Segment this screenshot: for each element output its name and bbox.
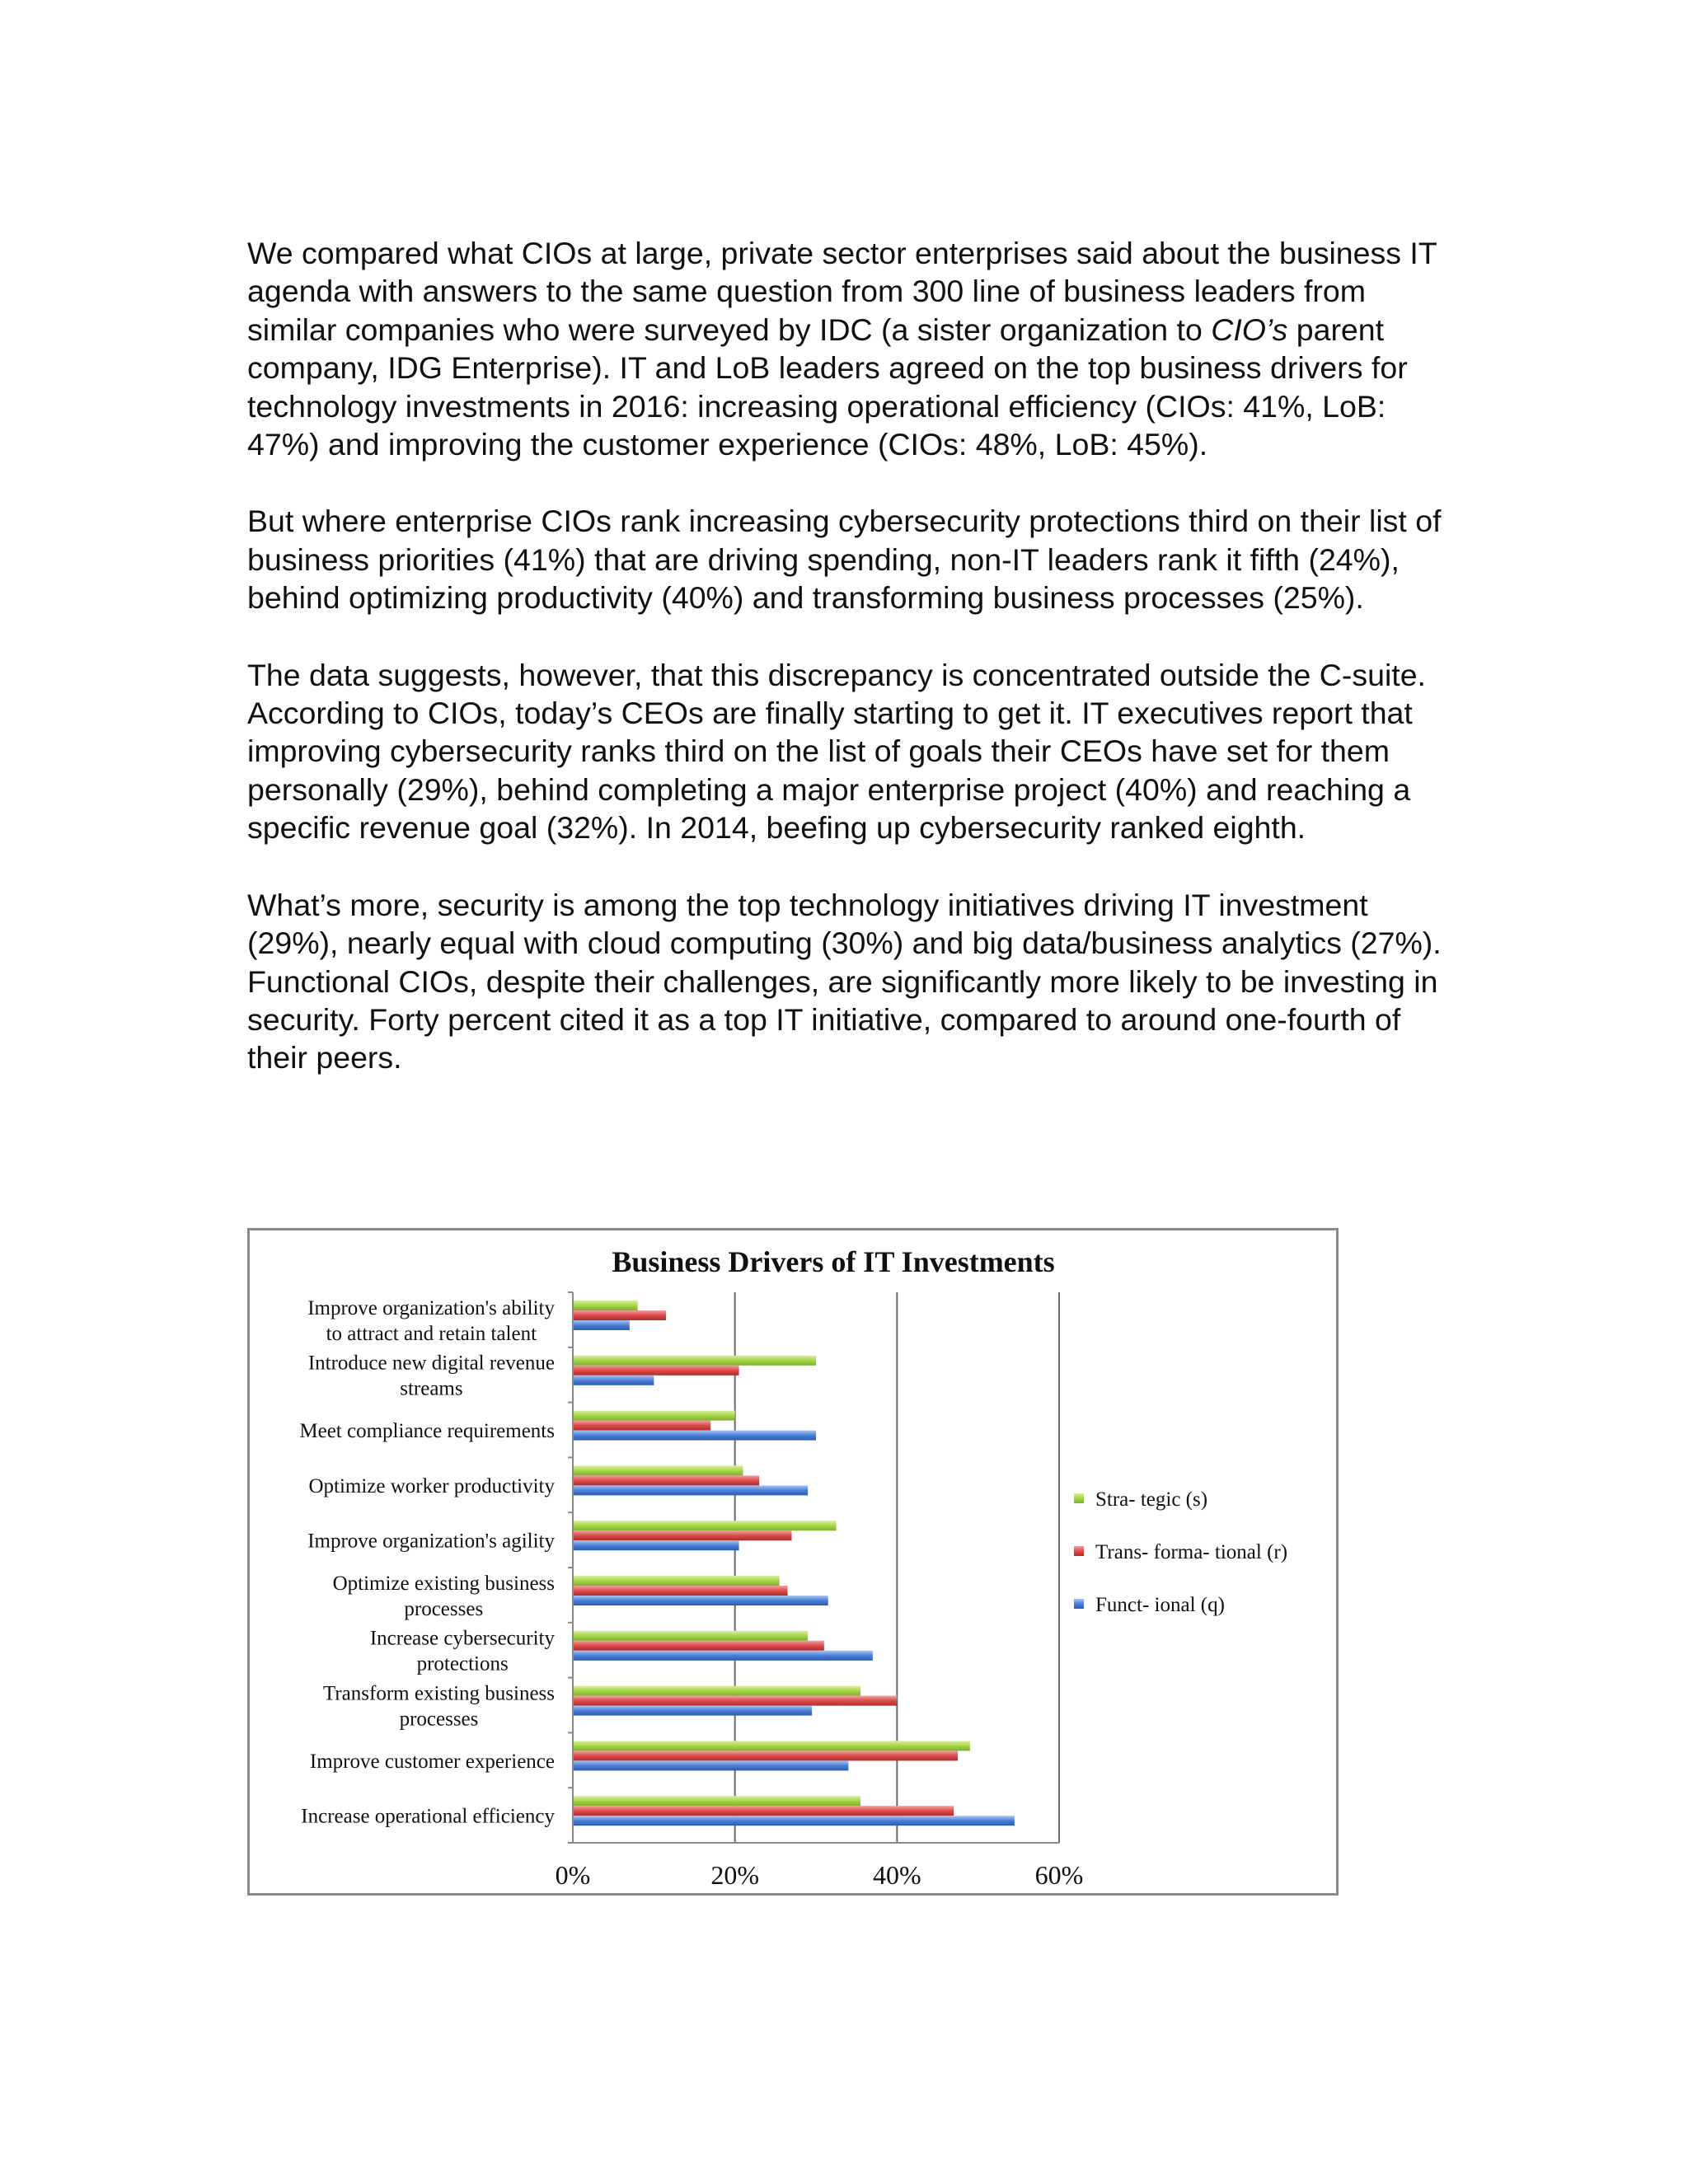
paragraph-1-text-start: We compared what CIOs at large, private sector enterprises said about the business IT agenda with answers to the same question from 300 line of business leaders from similar companies who were surveyed by IDC (a sister organization to xyxy=(247,236,1437,347)
bar-stra-tegic-s-increase-cybersecurity-protections xyxy=(573,1631,808,1641)
bar-trans-forma-tional-r-transform-existing-business-processes xyxy=(573,1696,897,1706)
bar-trans-forma-tional-r-increase-cybersecurity-protections xyxy=(573,1641,824,1651)
bar-trans-forma-tional-r-increase-operational-efficiency xyxy=(573,1806,954,1816)
bar-stra-tegic-s-meet-compliance-requirements xyxy=(573,1411,735,1421)
paragraph-1-text-end: parent company, IDG Enterprise). IT and LoB leaders agreed on the top business drivers for technology investments in 2016: increasing operational efficiency (CIOs: 41%, LoB: 47%) and improving the customer experience (CIOs: 48%, LoB: 45%). xyxy=(247,312,1408,462)
bar-funct-ional-q-meet-compliance-requirements xyxy=(573,1431,816,1441)
bar-trans-forma-tional-r-improve-organization-s-agility xyxy=(573,1530,792,1540)
legend-swatch-funct-ional-q xyxy=(1074,1599,1084,1609)
bar-trans-forma-tional-r-improve-organization-s-ability-to-attract-and-retain-talent xyxy=(573,1310,666,1320)
bar-funct-ional-q-transform-existing-business-processes xyxy=(573,1706,812,1716)
category-label-introduce-new-digital-revenue-streams: Introduce new digital revenue xyxy=(307,1352,555,1375)
paragraph-2: But where enterprise CIOs rank increasing cybersecurity protections third on their list of business priorities (41%) that are driving spending, non-IT leaders rank it fifth (24%), behind optimizing productivity (40%) and transforming business processes (25%). xyxy=(247,504,1442,616)
bar-trans-forma-tional-r-introduce-new-digital-revenue-streams xyxy=(573,1366,739,1376)
x-tick-label-40: 40% xyxy=(873,1860,921,1890)
bar-stra-tegic-s-increase-operational-efficiency xyxy=(573,1796,860,1806)
bar-stra-tegic-s-improve-organization-s-agility xyxy=(573,1521,837,1530)
bar-funct-ional-q-improve-customer-experience xyxy=(573,1760,848,1770)
category-label-increase-operational-efficiency: Increase operational efficiency xyxy=(301,1805,555,1828)
paragraph-4: What’s more, security is among the top technology initiatives driving IT investment (29%), nearly equal with cloud computing (30%) and big data/business analytics (27%). Functional CIOs, despite their challenges, are significantly more likely to be investing in security. Forty percent cited it as a top IT initiative, compared to around one-fourth of their peers. xyxy=(247,887,1442,1076)
chart-frame xyxy=(247,1228,1339,1896)
bar-funct-ional-q-introduce-new-digital-revenue-streams xyxy=(573,1376,654,1385)
x-tick-label-0: 0% xyxy=(555,1860,591,1890)
category-label-increase-cybersecurity-protections: Increase cybersecurity xyxy=(369,1627,555,1650)
bar-funct-ional-q-optimize-existing-business-processes xyxy=(573,1596,828,1605)
category-label-transform-existing-business-processes-line-2: processes xyxy=(399,1708,479,1731)
paragraph-1-italic-cio: CIO’s xyxy=(1211,312,1288,347)
x-tick-label-20: 20% xyxy=(710,1860,759,1890)
category-label-improve-customer-experience: Improve customer experience xyxy=(309,1750,555,1773)
bar-funct-ional-q-improve-organization-s-agility xyxy=(573,1540,739,1550)
bar-funct-ional-q-increase-cybersecurity-protections xyxy=(573,1651,873,1661)
bar-stra-tegic-s-optimize-existing-business-processes xyxy=(573,1576,780,1586)
category-label-optimize-existing-business-processes-line-2: processes xyxy=(404,1597,484,1620)
category-label-introduce-new-digital-revenue-streams-line-2: streams xyxy=(400,1377,463,1400)
category-label-improve-organization-s-ability-to-attract-and-retain-talent: Improve organization's ability xyxy=(307,1296,555,1319)
category-label-improve-organization-s-agility: Improve organization's agility xyxy=(307,1530,555,1553)
legend-swatch-trans-forma-tional-r xyxy=(1074,1546,1084,1556)
bar-trans-forma-tional-r-optimize-existing-business-processes xyxy=(573,1586,788,1596)
category-label-meet-compliance-requirements: Meet compliance requirements xyxy=(299,1420,555,1442)
chart-title: Business Drivers of IT Investments xyxy=(612,1245,1055,1278)
x-tick-label-60: 60% xyxy=(1034,1860,1084,1890)
category-label-optimize-existing-business-processes: Optimize existing business xyxy=(332,1572,555,1595)
bar-stra-tegic-s-optimize-worker-productivity xyxy=(573,1465,743,1475)
bar-stra-tegic-s-introduce-new-digital-revenue-streams xyxy=(573,1356,816,1366)
category-label-improve-organization-s-ability-to-attract-and-retain-talent-line-2: to attract and retain talent xyxy=(326,1322,537,1345)
legend-label-funct-ional-q: Funct- ional (q) xyxy=(1095,1594,1225,1616)
category-label-optimize-worker-productivity: Optimize worker productivity xyxy=(308,1474,555,1497)
category-label-transform-existing-business-processes: Transform existing business xyxy=(322,1682,555,1705)
legend-swatch-stra-tegic-s xyxy=(1074,1493,1084,1503)
legend-label-trans-forma-tional-r: Trans- forma- tional (r) xyxy=(1095,1541,1288,1563)
bar-trans-forma-tional-r-improve-customer-experience xyxy=(573,1750,958,1760)
bar-trans-forma-tional-r-optimize-worker-productivity xyxy=(573,1475,759,1485)
article-body xyxy=(247,234,1451,1116)
bar-funct-ional-q-improve-organization-s-ability-to-attract-and-retain-talent xyxy=(573,1320,630,1330)
bar-stra-tegic-s-improve-customer-experience xyxy=(573,1741,970,1750)
paragraph-1 xyxy=(247,234,1451,463)
bar-funct-ional-q-increase-operational-efficiency xyxy=(573,1816,1015,1825)
bar-stra-tegic-s-improve-organization-s-ability-to-attract-and-retain-talent xyxy=(573,1301,638,1310)
legend-label-stra-tegic-s: Stra- tegic (s) xyxy=(1095,1488,1208,1511)
category-label-increase-cybersecurity-protections-line-2: protections xyxy=(416,1652,509,1675)
bar-stra-tegic-s-transform-existing-business-processes xyxy=(573,1686,860,1696)
business-drivers-chart xyxy=(250,1230,1336,1893)
bar-funct-ional-q-optimize-worker-productivity xyxy=(573,1485,808,1495)
paragraph-3: The data suggests, however, that this discrepancy is concentrated outside the C-suite. According to CIOs, today’s CEOs are finally starting to get it. IT executives report that improving cybersecurity ranks third on the list of goals their CEOs have set for them personally (29%), behind completing a major enterprise project (40%) and reaching a specific revenue goal (32%). In 2014, beefing up cybersecurity ranked eighth. xyxy=(247,657,1426,846)
bar-trans-forma-tional-r-meet-compliance-requirements xyxy=(573,1421,710,1431)
